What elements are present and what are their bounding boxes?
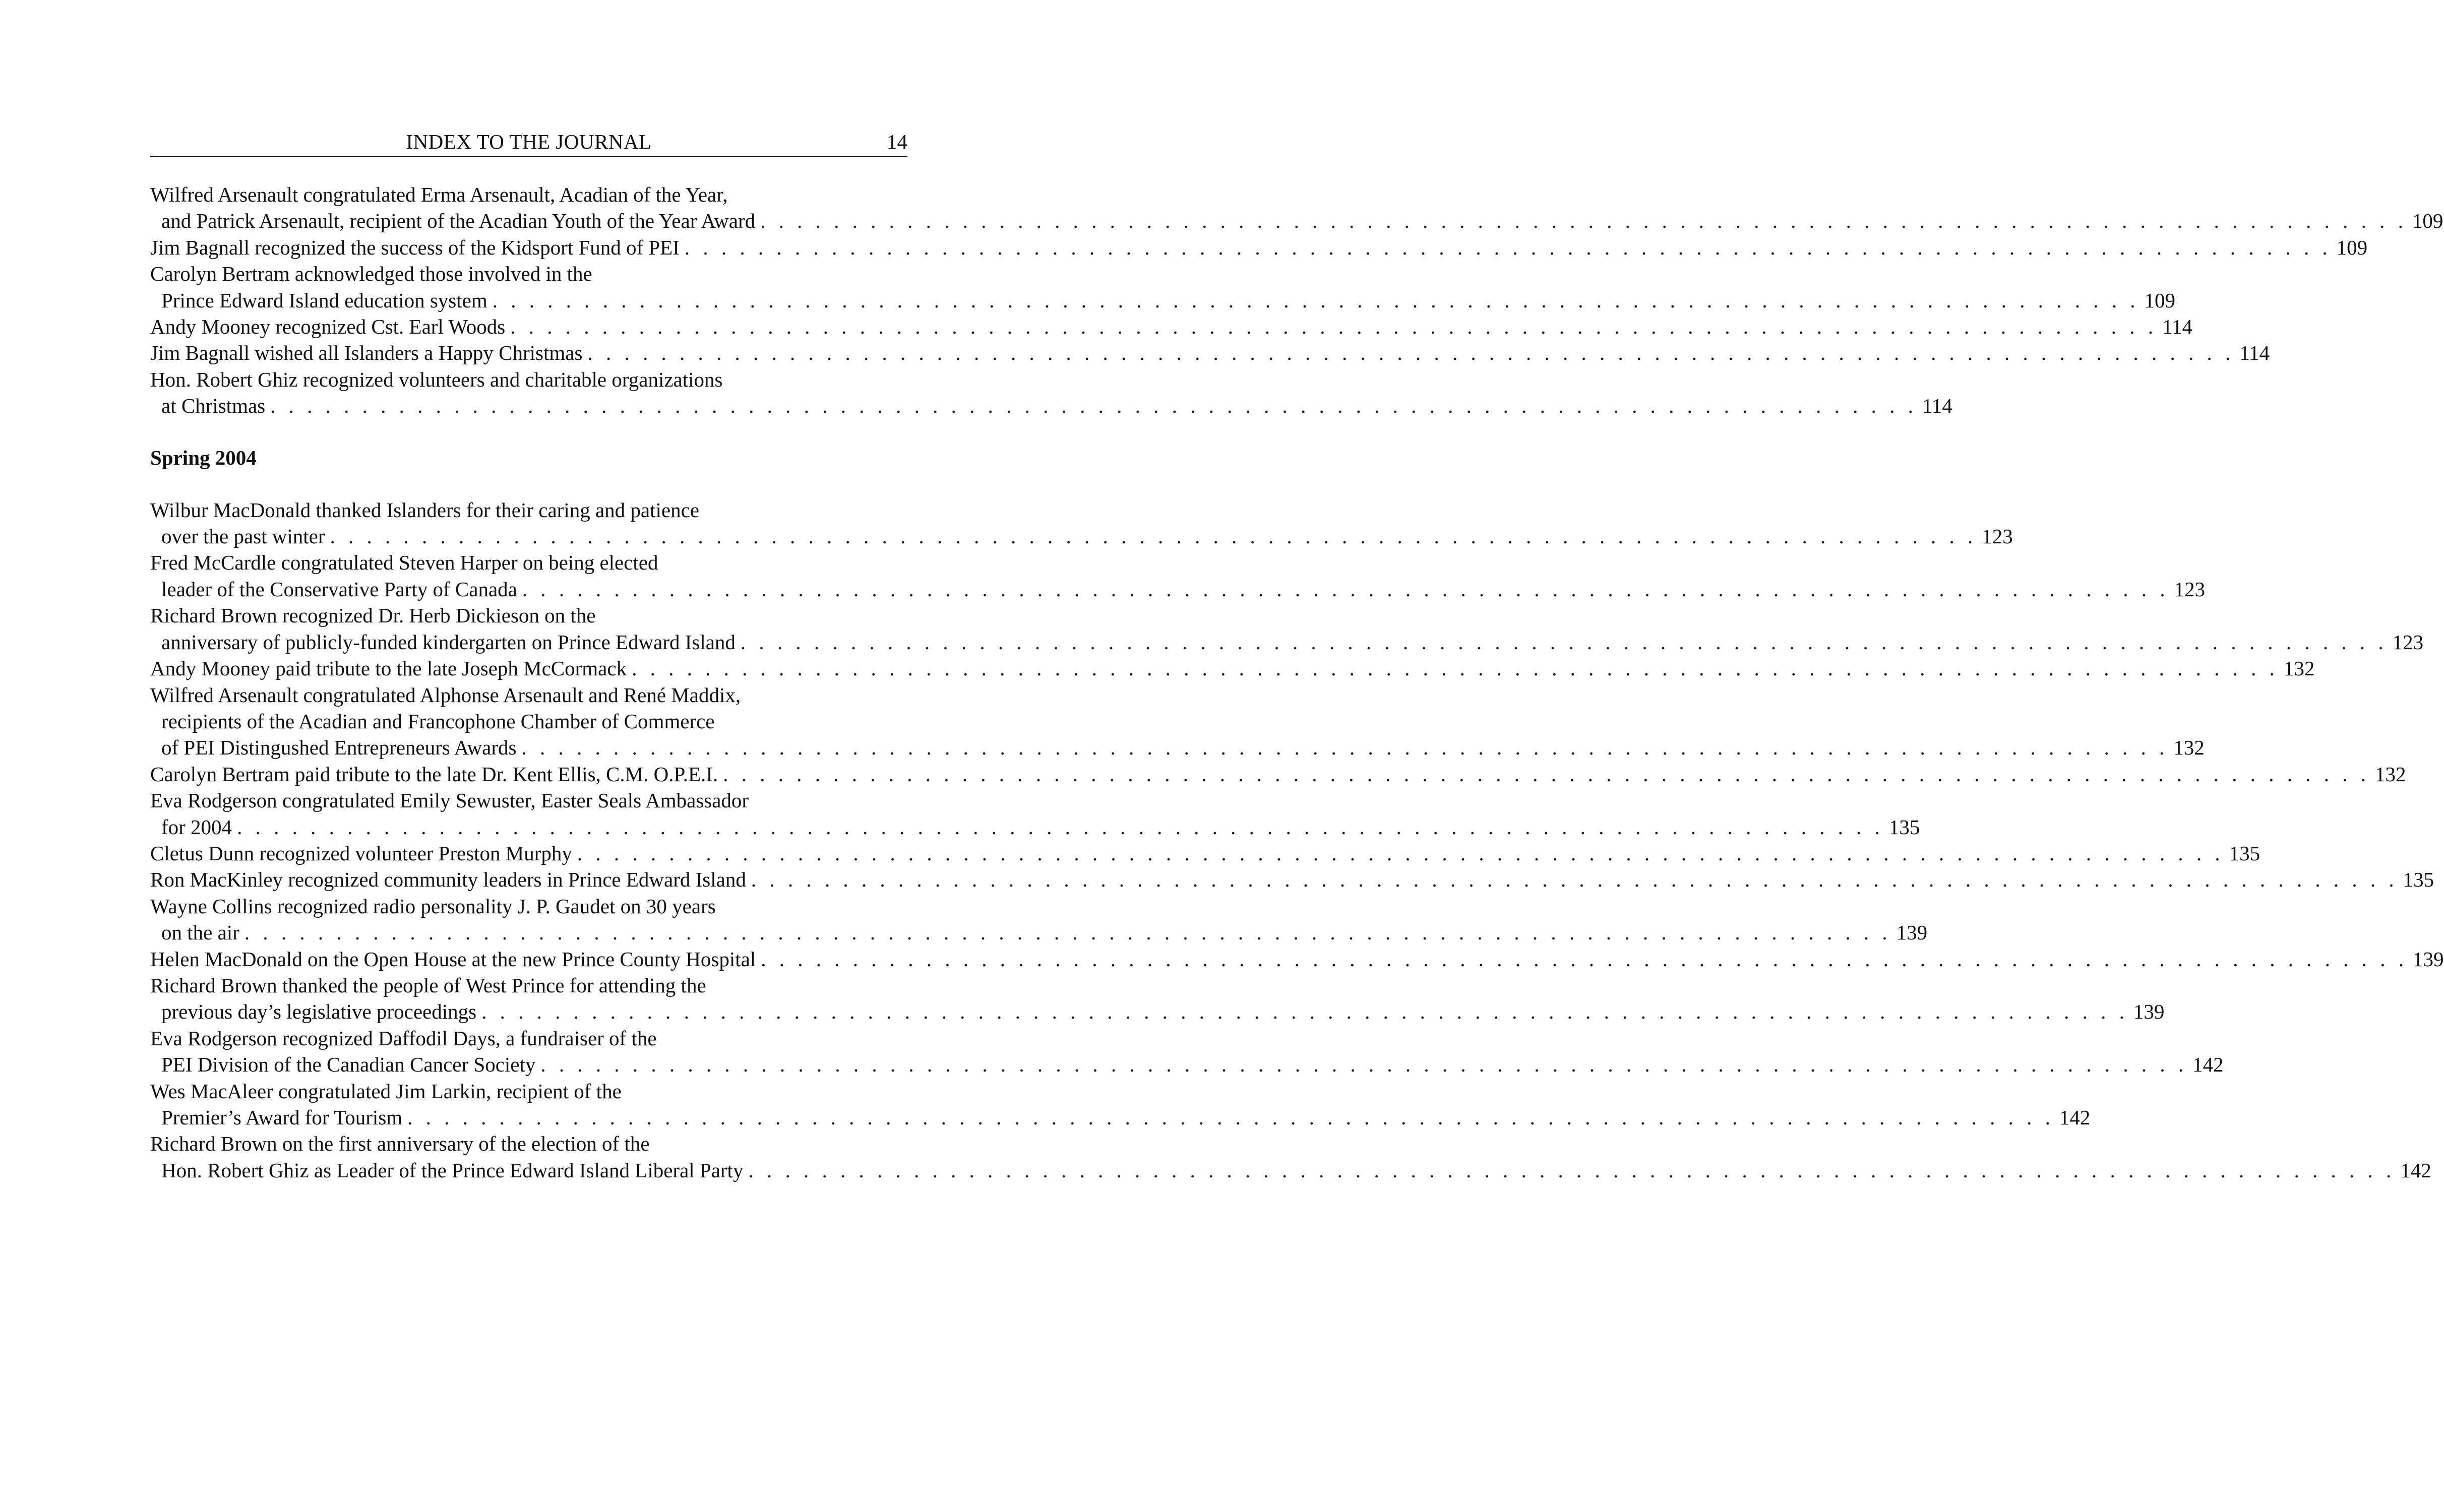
entry-last-line	[150, 340, 2270, 366]
entry-last-line	[150, 1157, 2431, 1183]
leader-dots: . . . . . . . . . . . . . . . . . . . . . . . . . . . . . . . . . . . . . . . . . . . . . . . . . . . . . . . . . . . . . . . . . . . . . . . . . . . . . . . . . . . . . . . . . .	[270, 394, 1917, 418]
index-entry	[150, 1130, 2431, 1183]
entry-text: Cletus Dunn recognized volunteer Preston Murphy	[150, 841, 572, 865]
entry-last-line	[150, 655, 2315, 681]
index-entry	[150, 655, 2315, 681]
index-entry	[150, 497, 2013, 550]
entry-text: Andy Mooney recognized Cst. Earl Woods	[150, 315, 506, 339]
entry-text: Carolyn Bertram paid tribute to the late Dr. Kent Ellis, C.M. O.P.E.I.	[150, 762, 718, 786]
entry-text: leader of the Conservative Party of Canada	[161, 577, 517, 601]
entry-text: on the air	[161, 921, 239, 944]
index-page	[150, 128, 2444, 1183]
leader-dots: . . . . . . . . . . . . . . . . . . . . . . . . . . . . . . . . . . . . . . . . . . . . . . . . . . . . . . . . . . . . . . . . . . . . . . . . . . . . . . . . . . . . . . . . . .	[237, 815, 1884, 839]
entry-last-line	[150, 998, 2165, 1025]
entry-last-line	[150, 1051, 2224, 1078]
entry-line: Wilfred Arsenault congratulated Erma Arsenault, Acadian of the Year,	[150, 183, 728, 206]
entry-text: over the past winter	[161, 525, 325, 548]
entry-last-line	[150, 734, 2205, 761]
leader-dots: . . . . . . . . . . . . . . . . . . . . . . . . . . . . . . . . . . . . . . . . . . . . . . . . . . . . . . . . . . . . . . . . . . . . . . . . . . . . . . . . . . . . . . . . . .	[540, 1053, 2188, 1077]
entry-text: Hon. Robert Ghiz as Leader of the Prince Edward Island Liberal Party	[161, 1158, 744, 1182]
page-reference: 139	[2413, 947, 2444, 971]
page-reference: 109	[2412, 209, 2443, 233]
entry-last-line	[150, 234, 2368, 261]
entry-last-line	[150, 761, 2406, 787]
page-reference: 139	[1896, 921, 1928, 944]
entry-line: Richard Brown thanked the people of West Prince for attending the	[150, 973, 706, 997]
leader-dots: . . . . . . . . . . . . . . . . . . . . . . . . . . . . . . . . . . . . . . . . . . . . . . . . . . . . . . . . . . . . . . . . . . . . . . . . . . . . . . . . . . . . . . . . . .	[492, 288, 2140, 312]
leader-dots: . . . . . . . . . . . . . . . . . . . . . . . . . . . . . . . . . . . . . . . . . . . . . . . . . . . . . . . . . . . . . . . . . . . . . . . . . . . . . . . . . . . . . . . . . .	[577, 841, 2224, 865]
entry-last-line	[150, 814, 1920, 840]
entry-text: for 2004	[161, 815, 232, 839]
page-reference: 114	[2239, 341, 2270, 365]
entry-last-line	[150, 208, 2443, 234]
page-reference: 109	[2336, 235, 2368, 259]
index-entry	[150, 313, 2192, 340]
entry-line: Wilfred Arsenault congratulated Alphonse Arsenault and René Maddix,	[150, 683, 741, 707]
index-entry	[150, 893, 1928, 946]
page-reference: 135	[2403, 868, 2434, 892]
index-entry	[150, 1078, 2091, 1131]
index-entry	[150, 340, 2270, 366]
leader-dots: . . . . . . . . . . . . . . . . . . . . . . . . . . . . . . . . . . . . . . . . . . . . . . . . . . . . . . . . . . . . . . . . . . . . . . . . . . . . . . . . . . . . . . . . . .	[723, 762, 2370, 786]
page-reference: 135	[1888, 815, 1920, 839]
index-entry	[150, 602, 2424, 655]
entry-text: Helen MacDonald on the Open House at the new Prince County Hospital	[150, 947, 756, 971]
entry-line: Eva Rodgerson congratulated Emily Sewuster, Easter Seals Ambassador	[150, 789, 749, 812]
index-entry	[150, 840, 2260, 866]
entry-last-line	[150, 1104, 2091, 1130]
page-reference: 132	[2173, 736, 2205, 760]
entry-text: and Patrick Arsenault, recipient of the Acadian Youth of the Year Award	[161, 209, 756, 233]
entry-text: at Christmas	[161, 394, 266, 418]
entry-last-line	[150, 840, 2260, 866]
entry-text: Andy Mooney paid tribute to the late Joseph McCormack	[150, 657, 627, 680]
page-reference: 142	[2400, 1158, 2431, 1182]
leader-dots: . . . . . . . . . . . . . . . . . . . . . . . . . . . . . . . . . . . . . . . . . . . . . . . . . . . . . . . . . . . . . . . . . . . . . . . . . . . . . . . . . . . . . . . . . .	[761, 947, 2408, 971]
index-entry	[150, 787, 1920, 840]
entry-line: Fred McCardle congratulated Steven Harper on being elected	[150, 551, 658, 575]
leader-dots: . . . . . . . . . . . . . . . . . . . . . . . . . . . . . . . . . . . . . . . . . . . . . . . . . . . . . . . . . . . . . . . . . . . . . . . . . . . . . . . . . . . . . . . . . .	[481, 1000, 2128, 1024]
entry-last-line	[150, 919, 1928, 946]
entry-line: Wayne Collins recognized radio personality J. P. Gaudet on 30 years	[150, 894, 716, 918]
entry-last-line	[150, 629, 2424, 655]
index-entry	[150, 366, 1952, 419]
index-entry	[150, 261, 2175, 313]
header-title: INDEX TO THE JOURNAL	[406, 130, 652, 153]
entry-text: Jim Bagnall recognized the success of the Kidsport Fund of PEI	[150, 235, 680, 259]
leader-dots: . . . . . . . . . . . . . . . . . . . . . . . . . . . . . . . . . . . . . . . . . . . . . . . . . . . . . . . . . . . . . . . . . . . . . . . . . . . . . . . . . . . . . . . . . .	[748, 1158, 2396, 1182]
leader-dots: . . . . . . . . . . . . . . . . . . . . . . . . . . . . . . . . . . . . . . . . . . . . . . . . . . . . . . . . . . . . . . . . . . . . . . . . . . . . . . . . . . . . . . . . . .	[522, 577, 2169, 601]
page-reference: 132	[2283, 657, 2315, 680]
entry-line: Richard Brown on the first anniversary of the election of the	[150, 1132, 650, 1156]
entry-last-line	[150, 946, 2444, 972]
page-reference: 123	[2174, 577, 2206, 601]
entry-last-line	[150, 523, 2013, 549]
entry-text: Premier’s Award for Tourism	[161, 1106, 403, 1129]
index-entry	[150, 1025, 2224, 1078]
entry-line: Eva Rodgerson recognized Daffodil Days, a fundraiser of the	[150, 1026, 657, 1050]
leader-dots: . . . . . . . . . . . . . . . . . . . . . . . . . . . . . . . . . . . . . . . . . . . . . . . . . . . . . . . . . . . . . . . . . . . . . . . . . . . . . . . . . . . . . . . . . .	[244, 921, 1891, 944]
leader-dots: . . . . . . . . . . . . . . . . . . . . . . . . . . . . . . . . . . . . . . . . . . . . . . . . . . . . . . . . . . . . . . . . . . . . . . . . . . . . . . . . . . . . . . . . . .	[632, 657, 2279, 680]
page-reference: 135	[2229, 841, 2260, 865]
leader-dots: . . . . . . . . . . . . . . . . . . . . . . . . . . . . . . . . . . . . . . . . . . . . . . . . . . . . . . . . . . . . . . . . . . . . . . . . . . . . . . . . . . . . . . . . . .	[740, 630, 2388, 654]
page-number: 14	[887, 130, 907, 153]
entry-last-line	[150, 287, 2175, 313]
index-entry	[150, 234, 2368, 261]
leader-dots: . . . . . . . . . . . . . . . . . . . . . . . . . . . . . . . . . . . . . . . . . . . . . . . . . . . . . . . . . . . . . . . . . . . . . . . . . . . . . . . . . . . . . . . . . .	[330, 525, 1977, 548]
index-entry	[150, 181, 2443, 234]
index-section	[150, 445, 2444, 1184]
page-reference: 114	[2162, 315, 2192, 339]
entry-line: recipients of the Acadian and Francophone Chamber of Commerce	[161, 709, 715, 733]
page-reference: 109	[2144, 288, 2175, 312]
entry-text: Ron MacKinley recognized community leaders in Prince Edward Island	[150, 868, 746, 892]
entry-line: Richard Brown recognized Dr. Herb Dickieson on the	[150, 604, 596, 627]
entry-text: anniversary of publicly-funded kindergarten on Prince Edward Island	[161, 630, 736, 654]
entry-last-line	[150, 393, 1952, 419]
index-entry	[150, 549, 2206, 602]
entry-text: of PEI Distingushed Entrepreneurs Awards	[161, 736, 517, 760]
leader-dots: . . . . . . . . . . . . . . . . . . . . . . . . . . . . . . . . . . . . . . . . . . . . . . . . . . . . . . . . . . . . . . . . . . . . . . . . . . . . . . . . . . . . . . . . . .	[521, 736, 2169, 760]
page-reference: 114	[1922, 394, 1952, 418]
entry-line: Hon. Robert Ghiz recognized volunteers and charitable organizations	[150, 367, 723, 391]
page-reference: 142	[2192, 1053, 2224, 1077]
index-entry	[150, 866, 2434, 893]
entry-last-line	[150, 576, 2206, 602]
index-entry	[150, 946, 2444, 972]
entry-line: Wilbur MacDonald thanked Islanders for their caring and patience	[150, 498, 699, 522]
entry-text: previous day’s legislative proceedings	[161, 1000, 477, 1024]
index-entries	[150, 181, 2444, 1183]
index-entry	[150, 972, 2165, 1025]
entry-text: Jim Bagnall wished all Islanders a Happy Christmas	[150, 341, 583, 365]
page-reference: 132	[2374, 762, 2406, 786]
leader-dots: . . . . . . . . . . . . . . . . . . . . . . . . . . . . . . . . . . . . . . . . . . . . . . . . . . . . . . . . . . . . . . . . . . . . . . . . . . . . . . . . . . . . . . . . . .	[751, 868, 2398, 892]
leader-dots: . . . . . . . . . . . . . . . . . . . . . . . . . . . . . . . . . . . . . . . . . . . . . . . . . . . . . . . . . . . . . . . . . . . . . . . . . . . . . . . . . . . . . . . . . .	[407, 1106, 2054, 1129]
entry-line: Carolyn Bertram acknowledged those involved in the	[150, 262, 592, 286]
index-section	[150, 181, 2443, 419]
leader-dots: . . . . . . . . . . . . . . . . . . . . . . . . . . . . . . . . . . . . . . . . . . . . . . . . . . . . . . . . . . . . . . . . . . . . . . . . . . . . . . . . . . . . . . . . . .	[510, 315, 2157, 339]
entry-last-line	[150, 866, 2434, 893]
entry-text: PEI Division of the Canadian Cancer Society	[161, 1053, 536, 1077]
leader-dots: . . . . . . . . . . . . . . . . . . . . . . . . . . . . . . . . . . . . . . . . . . . . . . . . . . . . . . . . . . . . . . . . . . . . . . . . . . . . . . . . . . . . . . . . . .	[760, 209, 2407, 233]
entry-line: Wes MacAleer congratulated Jim Larkin, recipient of the	[150, 1079, 622, 1103]
page-reference: 142	[2059, 1106, 2091, 1129]
running-header	[150, 128, 907, 157]
index-entry	[150, 682, 2205, 761]
index-entry	[150, 761, 2406, 787]
leader-dots: . . . . . . . . . . . . . . . . . . . . . . . . . . . . . . . . . . . . . . . . . . . . . . . . . . . . . . . . . . . . . . . . . . . . . . . . . . . . . . . . . . . . . . . . . .	[587, 341, 2235, 365]
entry-last-line	[150, 313, 2192, 340]
page-reference: 123	[1982, 525, 2013, 548]
leader-dots: . . . . . . . . . . . . . . . . . . . . . . . . . . . . . . . . . . . . . . . . . . . . . . . . . . . . . . . . . . . . . . . . . . . . . . . . . . . . . . . . . . . . . . . . . .	[684, 235, 2332, 259]
section-heading: Spring 2004	[150, 446, 257, 469]
entry-text: Prince Edward Island education system	[161, 288, 487, 312]
page-reference: 123	[2392, 630, 2424, 654]
page-reference: 139	[2133, 1000, 2165, 1024]
